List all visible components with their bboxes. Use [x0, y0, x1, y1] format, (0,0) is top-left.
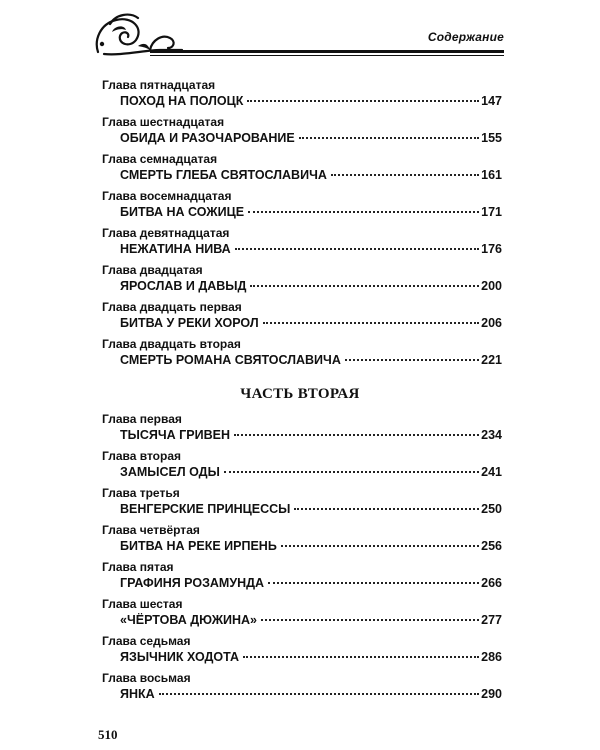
toc-entry — [102, 448, 502, 485]
chapter-label: Глава седьмая — [102, 634, 191, 648]
dot-leader — [261, 619, 479, 621]
page-number: 155 — [481, 131, 502, 145]
chapter-label: Глава вторая — [102, 449, 182, 463]
toc-entry — [102, 559, 502, 596]
page-number: 206 — [481, 316, 502, 330]
chapter-title: ЯРОСЛАВ И ДАВЫД — [120, 279, 247, 293]
toc-line — [102, 649, 502, 670]
page-number: 290 — [481, 687, 502, 701]
chapter-title: ЯНКА — [120, 687, 155, 701]
chapter-label: Глава двадцатая — [102, 263, 203, 277]
page-number: 171 — [481, 205, 502, 219]
chapter-label: Глава семнадцатая — [102, 152, 218, 166]
part-two-heading: ЧАСТЬ ВТОРАЯ — [240, 386, 360, 402]
dot-leader — [250, 285, 479, 287]
page-number: 200 — [481, 279, 502, 293]
chapter-title: БИТВА НА РЕКЕ ИРПЕНЬ — [120, 539, 277, 553]
toc-line — [102, 575, 502, 596]
dot-leader — [263, 322, 480, 324]
chapter-label: Глава пятнадцатая — [102, 78, 216, 92]
dot-leader — [268, 582, 479, 584]
chapter-title: ОБИДА И РАЗОЧАРОВАНИЕ — [120, 131, 295, 145]
toc-entry — [102, 188, 502, 225]
chapter-title: ЗАМЫСЕЛ ОДЫ — [120, 465, 220, 479]
chapter-label: Глава восемнадцатая — [102, 189, 232, 203]
dot-leader — [159, 693, 479, 695]
chapter-label: Глава четвёртая — [102, 523, 200, 537]
chapter-label: Глава шестая — [102, 597, 183, 611]
toc-line — [102, 612, 502, 633]
chapter-title: НЕЖАТИНА НИВА — [120, 242, 231, 256]
chapter-label: Глава двадцать первая — [102, 300, 242, 314]
page-number: 250 — [481, 502, 502, 516]
page-number: 161 — [481, 168, 502, 182]
toc-line — [102, 167, 502, 188]
toc-line — [102, 427, 502, 448]
toc-line — [102, 93, 502, 114]
dot-leader — [345, 359, 479, 361]
toc-entry — [102, 336, 502, 373]
toc-line — [102, 538, 502, 559]
header-rule-thin — [150, 55, 504, 56]
chapter-title: БИТВА НА СОЖИЦЕ — [120, 205, 245, 219]
chapter-label: Глава восьмая — [102, 671, 191, 685]
dot-leader — [247, 100, 479, 102]
dot-leader — [235, 248, 479, 250]
chapter-title: «ЧЁРТОВА ДЮЖИНА» — [120, 613, 257, 627]
header-rule — [150, 50, 504, 53]
toc-line — [102, 130, 502, 151]
chapter-title: ТЫСЯЧА ГРИВЕН — [120, 428, 230, 442]
toc-line — [102, 204, 502, 225]
dot-leader — [243, 656, 479, 658]
toc-line — [102, 241, 502, 262]
chapter-title: ВЕНГЕРСКИЕ ПРИНЦЕССЫ — [120, 502, 291, 516]
toc-entry — [102, 151, 502, 188]
page-number: 266 — [481, 576, 502, 590]
dot-leader — [294, 508, 479, 510]
page-number: 147 — [481, 94, 502, 108]
toc-entry — [102, 670, 502, 707]
chapter-title: ЯЗЫЧНИК ХОДОТА — [120, 650, 240, 664]
toc-entry — [102, 225, 502, 262]
toc-line — [102, 464, 502, 485]
dot-leader — [281, 545, 479, 547]
toc-entry — [102, 411, 502, 448]
toc-line — [102, 278, 502, 299]
chapter-title: СМЕРТЬ ГЛЕБА СВЯТОСЛАВИЧА — [120, 168, 327, 182]
folio-page-number: 510 — [98, 727, 118, 742]
dot-leader — [331, 174, 479, 176]
toc-line — [102, 501, 502, 522]
chapter-title: БИТВА У РЕКИ ХОРОЛ — [120, 316, 259, 330]
toc-line — [102, 686, 502, 707]
dot-leader — [248, 211, 479, 213]
toc-entry — [102, 522, 502, 559]
running-header-title: Содержание — [427, 30, 504, 44]
chapter-label: Глава шестнадцатая — [102, 115, 225, 129]
chapter-label: Глава первая — [102, 412, 182, 426]
toc-entry — [102, 299, 502, 336]
dot-leader — [299, 137, 479, 139]
dot-leader — [224, 471, 479, 473]
page-number: 241 — [481, 465, 502, 479]
toc-part-one — [102, 77, 502, 373]
page-number: 234 — [481, 428, 502, 442]
toc-entry — [102, 633, 502, 670]
toc-entry — [102, 77, 502, 114]
page-number: 277 — [481, 613, 502, 627]
toc-entry — [102, 262, 502, 299]
chapter-title: СМЕРТЬ РОМАНА СВЯТОСЛАВИЧА — [120, 353, 341, 367]
chapter-label: Глава двадцать вторая — [102, 337, 241, 351]
chapter-label: Глава пятая — [102, 560, 174, 574]
toc-entry — [102, 485, 502, 522]
chapter-title: ГРАФИНЯ РОЗАМУНДА — [120, 576, 265, 590]
toc-part-two — [102, 411, 502, 707]
chapter-title: ПОХОД НА ПОЛОЦК — [120, 94, 244, 108]
chapter-label: Глава третья — [102, 486, 180, 500]
page-number: 286 — [481, 650, 502, 664]
chapter-label: Глава девятнадцатая — [102, 226, 230, 240]
toc-entry — [102, 114, 502, 151]
toc-line — [102, 315, 502, 336]
page-number: 176 — [481, 242, 502, 256]
page-number: 256 — [481, 539, 502, 553]
toc-line — [102, 352, 502, 373]
dot-leader — [234, 434, 479, 436]
toc-entry — [102, 596, 502, 633]
page-number: 221 — [481, 353, 502, 367]
